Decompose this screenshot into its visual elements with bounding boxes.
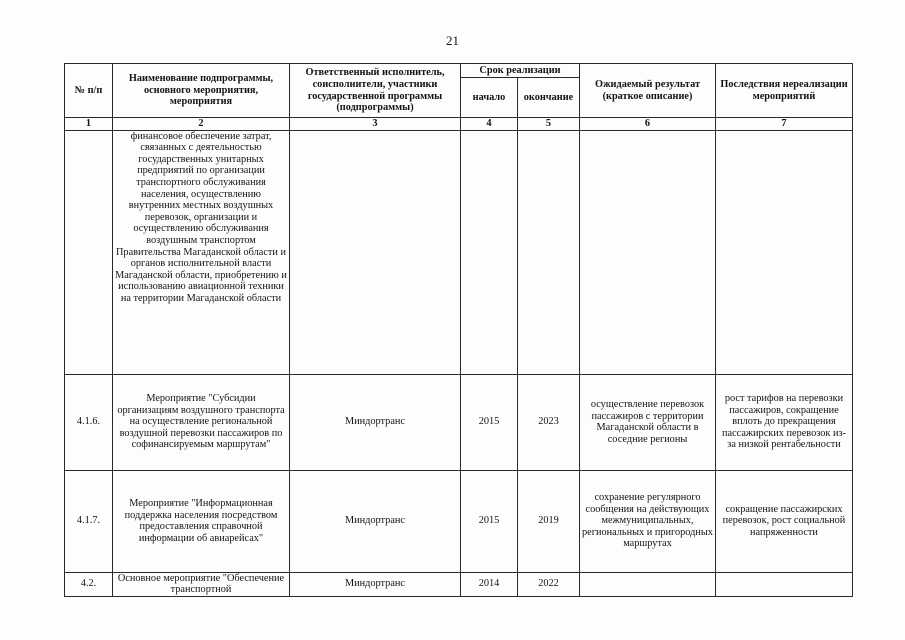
- column-index-row: [65, 118, 853, 131]
- header-end: окончание: [518, 78, 580, 118]
- header-executor: Ответственный исполнитель, соисполнители, участники государственной программы (подпрограммы): [290, 64, 461, 118]
- row-name: Мероприятие "Информационная поддержка населения посредством предоставления справочной информации об авиарейсах": [113, 470, 290, 572]
- page-number: 21: [446, 33, 459, 48]
- column-index-cell: 4: [461, 118, 518, 131]
- header-term: Срок реализации: [461, 64, 580, 78]
- row-name: Мероприятие "Субсидии организациям воздушного транспорта на осуществление региональной воздушной перевозки пассажиров по софинансируемым маршрутам": [113, 374, 290, 470]
- column-index-cell: 7: [716, 118, 853, 131]
- row-result: [580, 572, 716, 596]
- row-consequence: рост тарифов на перевозки пассажиров, сокращение вплоть до прекращения пассажирских перевозок из-за низкой рентабельности: [716, 374, 853, 470]
- column-index-cell: 1: [65, 118, 113, 131]
- row-start: 2015: [461, 374, 518, 470]
- table-row: [65, 572, 853, 596]
- program-activities-table: [64, 63, 853, 597]
- header-num: № п/п: [65, 64, 113, 118]
- table-row: [65, 470, 853, 572]
- header-consequence: Последствия нереализации мероприятий: [716, 64, 853, 118]
- row-end: 2019: [518, 470, 580, 572]
- row-name: Основное мероприятие "Обеспечение транспортной: [113, 572, 290, 596]
- header-row-top: [65, 64, 853, 78]
- row-consequence: [716, 130, 853, 374]
- column-index-cell: 5: [518, 118, 580, 131]
- row-result: сохранение регулярного сообщения на действующих межмуниципальных, региональных и пригородных маршрутах: [580, 470, 716, 572]
- row-executor: Миндортранс: [290, 572, 461, 596]
- row-consequence: сокращение пассажирских перевозок, рост социальной напряженности: [716, 470, 853, 572]
- row-consequence: [716, 572, 853, 596]
- row-executor: [290, 130, 461, 374]
- table-row: [65, 374, 853, 470]
- row-num: [65, 130, 113, 374]
- column-index-cell: 2: [113, 118, 290, 131]
- column-index-cell: 3: [290, 118, 461, 131]
- row-start: 2014: [461, 572, 518, 596]
- header-result: Ожидаемый результат (краткое описание): [580, 64, 716, 118]
- row-start: 2015: [461, 470, 518, 572]
- header-name: Наименование подпрограммы, основного мероприятия, мероприятия: [113, 64, 290, 118]
- header-start: начало: [461, 78, 518, 118]
- row-num: 4.2.: [65, 572, 113, 596]
- row-end: 2022: [518, 572, 580, 596]
- row-num: 4.1.6.: [65, 374, 113, 470]
- row-end: [518, 130, 580, 374]
- row-start: [461, 130, 518, 374]
- row-executor: Миндортранс: [290, 374, 461, 470]
- row-end: 2023: [518, 374, 580, 470]
- row-result: [580, 130, 716, 374]
- row-num: 4.1.7.: [65, 470, 113, 572]
- column-index-cell: 6: [580, 118, 716, 131]
- row-result: осуществление перевозок пассажиров с территории Магаданской области в соседние регионы: [580, 374, 716, 470]
- table-row: [65, 130, 853, 374]
- row-executor: Миндортранс: [290, 470, 461, 572]
- row-name: финансовое обеспечение затрат, связанных с деятельностью государственных унитарных предприятий по организации транспортного обслуживания населения, осуществлению внутренних местных воздушных перевозок, организации и осуществлению обслуживания воздушным транспортом Правительства Магаданской области и органов исполнительной власти Магаданской области, приобретению и использованию авиационной техники на территории Магаданской области: [113, 130, 290, 374]
